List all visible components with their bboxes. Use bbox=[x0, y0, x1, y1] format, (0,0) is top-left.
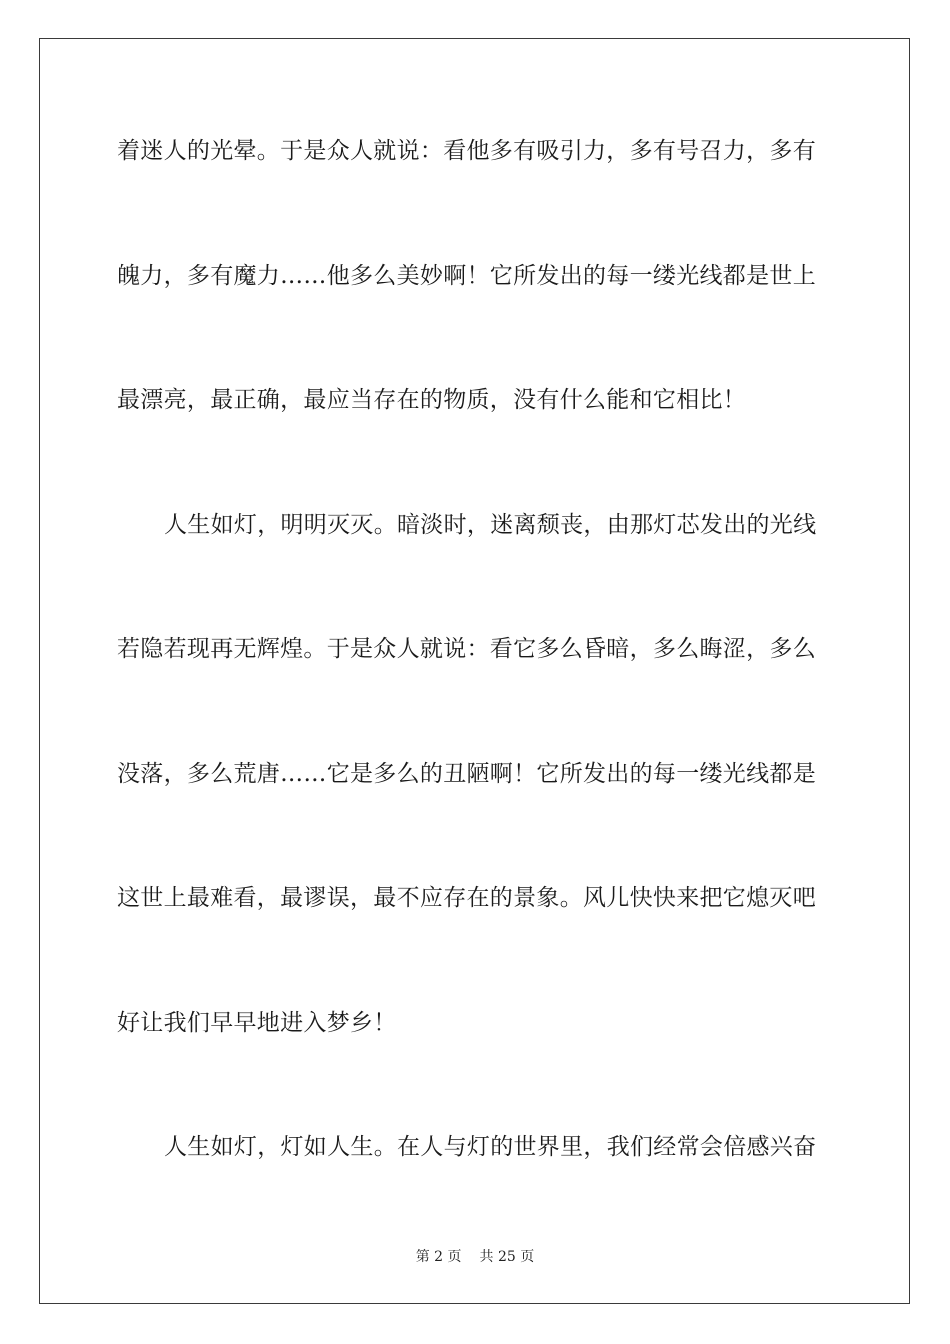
text-line: 这世上最难看，最谬误，最不应存在的景象。风儿快快来把它熄灭吧 bbox=[117, 885, 816, 911]
page-footer bbox=[0, 1247, 950, 1267]
page-frame bbox=[39, 38, 910, 1304]
total-pages: 共 25 页 bbox=[479, 1249, 535, 1265]
text-line: 没落，多么荒唐……它是多么的丑陋啊！它所发出的每一缕光线都是 bbox=[117, 761, 816, 787]
paragraph-start-line: 人生如灯，灯如人生。在人与灯的世界里，我们经常会倍感兴奋 bbox=[164, 1134, 817, 1160]
text-line: 最漂亮，最正确，最应当存在的物质，没有什么能和它相比！ bbox=[117, 387, 747, 413]
text-line: 魄力，多有魔力……他多么美妙啊！它所发出的每一缕光线都是世上 bbox=[117, 263, 816, 289]
text-line: 若隐若现再无辉煌。于是众人就说：看它多么昏暗，多么晦涩，多么 bbox=[117, 636, 816, 662]
paragraph-start-line: 人生如灯，明明灭灭。暗淡时，迷离颓丧，由那灯芯发出的光线 bbox=[164, 512, 817, 538]
page-number: 第 2 页 bbox=[415, 1249, 462, 1265]
text-line: 着迷人的光晕。于是众人就说：看他多有吸引力，多有号召力，多有 bbox=[117, 138, 816, 164]
text-line: 好让我们早早地进入梦乡！ bbox=[117, 1010, 397, 1036]
